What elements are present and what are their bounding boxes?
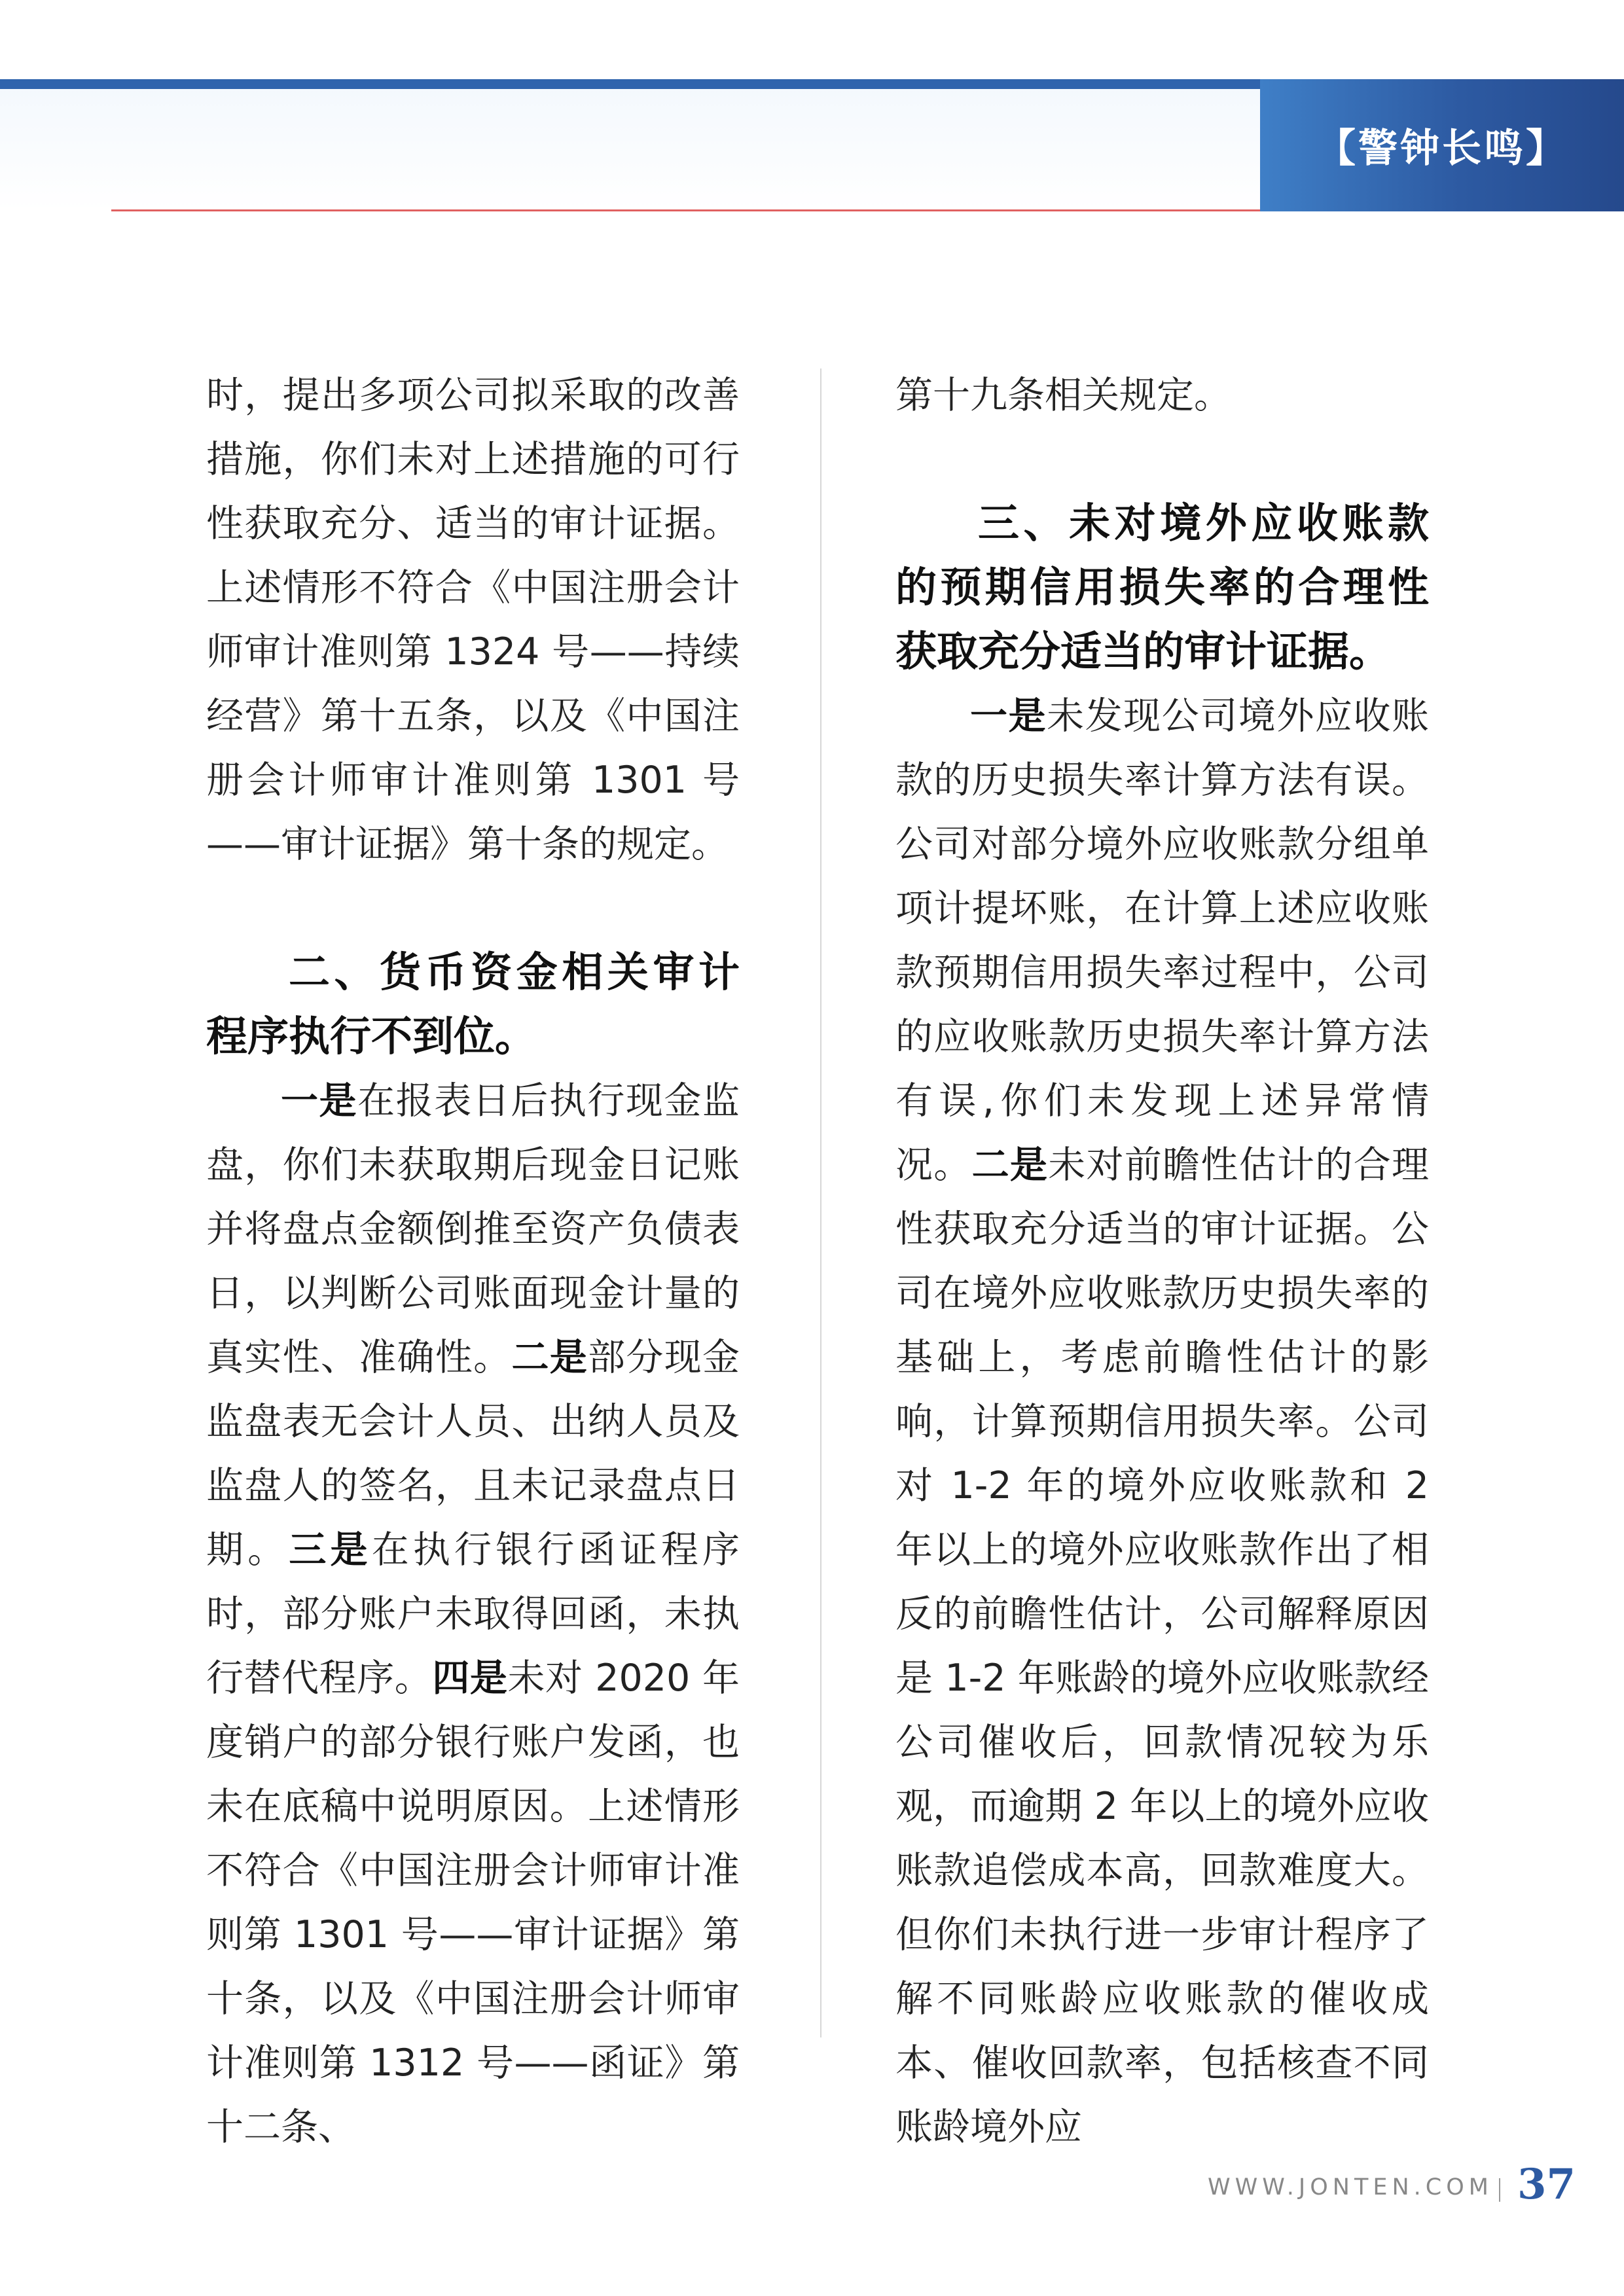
- paragraph-text: 未对 2020 年度销户的部分银行账户发函，也未在底稿中说明原因。上述情形不符合《中国注册会计师审计准则第 1301 号——审计证据》第十条，以及《中国注册会计师审计准则第 1312 号——函证》第十二条、: [206, 1657, 740, 2149]
- spacer: [895, 427, 1429, 492]
- footer-url: WWW.JONTEN.COM: [1208, 2174, 1493, 2200]
- lead-marker: 一是: [970, 694, 1047, 738]
- spacer: [206, 876, 740, 941]
- lead-marker: 四是: [432, 1657, 508, 1700]
- paragraph-text: 未发现公司境外应收账款的历史损失率计算方法有误。公司对部分境外应收账款分组单项计提坏账，在计算上述应收账款预期信用损失率过程中，公司的应收账款历史损失率计算方法有误,你们未发现上述异常情况。: [895, 694, 1430, 1187]
- paragraph-text: 未对前瞻性估计的合理性获取充分适当的审计证据。公司在境外应收账款历史损失率的基础上，考虑前瞻性估计的影响，计算预期信用损失率。公司对 1-2 年的境外应收账款和 2 年以上的境外应收账款作出了相反的前瞻性估计，公司解释原因是 1-2 年账龄的境外应收账款经公司催收后，回款情况较为乐观，而逾期 2 年以上的境外应收账款追偿成本高，回款难度大。但你们未执行进一步审计程序了解不同账龄应收账款的催收成本、催收回款率，包括核查不同账龄境外应: [895, 1143, 1430, 2149]
- paragraph: [206, 1069, 740, 2159]
- lead-marker: 一是: [281, 1079, 358, 1122]
- lead-marker: 三是: [289, 1528, 372, 1571]
- right-column: [895, 363, 1429, 2159]
- section-heading-2: 二、货币资金相关审计程序执行不到位。: [206, 948, 740, 1060]
- header-band: [0, 79, 1260, 211]
- footer-separator: [1499, 2178, 1500, 2202]
- header-top-line: [0, 79, 1260, 89]
- page-number: 37: [1517, 2160, 1576, 2209]
- paragraph-text: 在执行银行函证程序时，部分账户未取得回函，未执行替代程序。: [206, 1528, 740, 1700]
- lead-marker: 二是: [971, 1143, 1049, 1187]
- header-accent-line: [111, 209, 1260, 211]
- left-column: [206, 363, 740, 2159]
- section-tag: 【警钟长鸣】: [1260, 79, 1624, 211]
- paragraph-text: 在报表日后执行现金监盘，你们未获取期后现金日记账并将盘点金额倒推至资产负债表日，以判断公司账面现金计量的真实性、准确性。: [206, 1079, 740, 1379]
- paragraph: [895, 684, 1429, 2159]
- paragraph: 时，提出多项公司拟采取的改善措施，你们未对上述措施的可行性获取充分、适当的审计证据。上述情形不符合《中国注册会计师审计准则第 1324 号——持续经营》第十五条，以及《中国注册会计师审计准则第 1301 号——审计证据》第十条的规定。: [206, 374, 740, 866]
- paragraph-text: 部分现金监盘表无会计人员、出纳人员及监盘人的签名，且未记录盘点日期。: [206, 1336, 740, 1571]
- lead-marker: 二是: [511, 1336, 588, 1379]
- column-divider: [820, 368, 821, 2037]
- paragraph: 第十九条相关规定。: [895, 374, 1231, 417]
- section-heading-3: 三、未对境外应收账款的预期信用损失率的合理性获取充分适当的审计证据。: [895, 499, 1429, 675]
